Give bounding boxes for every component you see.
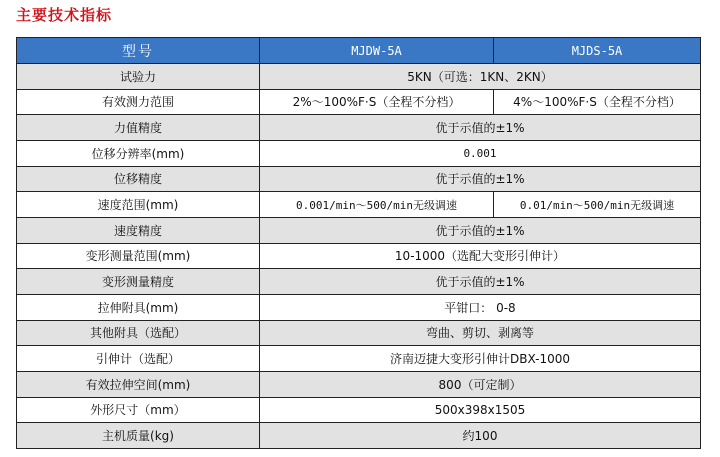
row-label: 位移分辨率(mm) (17, 140, 260, 166)
page-title: 主要技术指标 (16, 6, 113, 24)
table-row (17, 64, 701, 90)
row-value: 500x398x1505 (260, 397, 701, 423)
table-row (17, 166, 701, 192)
table-row (17, 269, 701, 295)
table-row (17, 217, 701, 243)
row-value-mjdw: 0.001/min～500/min无级调速 (260, 192, 494, 218)
row-label: 拉伸附具(mm) (17, 294, 260, 320)
row-label: 主机质量(kg) (17, 423, 260, 449)
row-value: 优于示值的±1% (260, 269, 701, 295)
row-label: 其他附具（选配） (17, 320, 260, 346)
row-label: 位移精度 (17, 166, 260, 192)
table-header-row (17, 38, 701, 64)
row-value: 5KN（可选：1KN、2KN） (260, 64, 701, 90)
row-value-mjds: 0.01/min～500/min无级调速 (494, 192, 701, 218)
spec-table (16, 37, 701, 449)
row-value: 约100 (260, 423, 701, 449)
row-value-mjdw: 2%～100%F·S（全程不分档） (260, 89, 494, 115)
row-label: 外形尺寸（mm） (17, 397, 260, 423)
row-value: 10-1000（选配大变形引伸计） (260, 243, 701, 269)
row-label: 试验力 (17, 64, 260, 90)
row-label: 变形测量精度 (17, 269, 260, 295)
table-row (17, 371, 701, 397)
table-row (17, 192, 701, 218)
row-value: 优于示值的±1% (260, 217, 701, 243)
table-row (17, 243, 701, 269)
table-row (17, 89, 701, 115)
table-row (17, 423, 701, 449)
table-row (17, 140, 701, 166)
table-row (17, 115, 701, 141)
row-value: 济南迈捷大变形引伸计DBX-1000 (260, 346, 701, 372)
row-value: 优于示值的±1% (260, 115, 701, 141)
row-label: 有效测力范围 (17, 89, 260, 115)
row-value: 平钳口： 0-8 (260, 294, 701, 320)
table-row (17, 320, 701, 346)
row-value: 优于示值的±1% (260, 166, 701, 192)
row-value: 800（可定制） (260, 371, 701, 397)
table-row (17, 346, 701, 372)
row-label: 力值精度 (17, 115, 260, 141)
header-model-mjds: MJDS-5A (494, 38, 701, 64)
table-row (17, 397, 701, 423)
row-label: 有效拉伸空间(mm) (17, 371, 260, 397)
row-label: 引伸计（选配） (17, 346, 260, 372)
row-label: 速度范围(mm) (17, 192, 260, 218)
row-value-mjds: 4%～100%F·S（全程不分档） (494, 89, 701, 115)
header-model-mjdw: MJDW-5A (260, 38, 494, 64)
row-value: 0.001 (260, 140, 701, 166)
row-label: 变形测量范围(mm) (17, 243, 260, 269)
row-label: 速度精度 (17, 217, 260, 243)
header-model-label: 型号 (17, 38, 260, 64)
row-value: 弯曲、剪切、剥离等 (260, 320, 701, 346)
table-row (17, 294, 701, 320)
